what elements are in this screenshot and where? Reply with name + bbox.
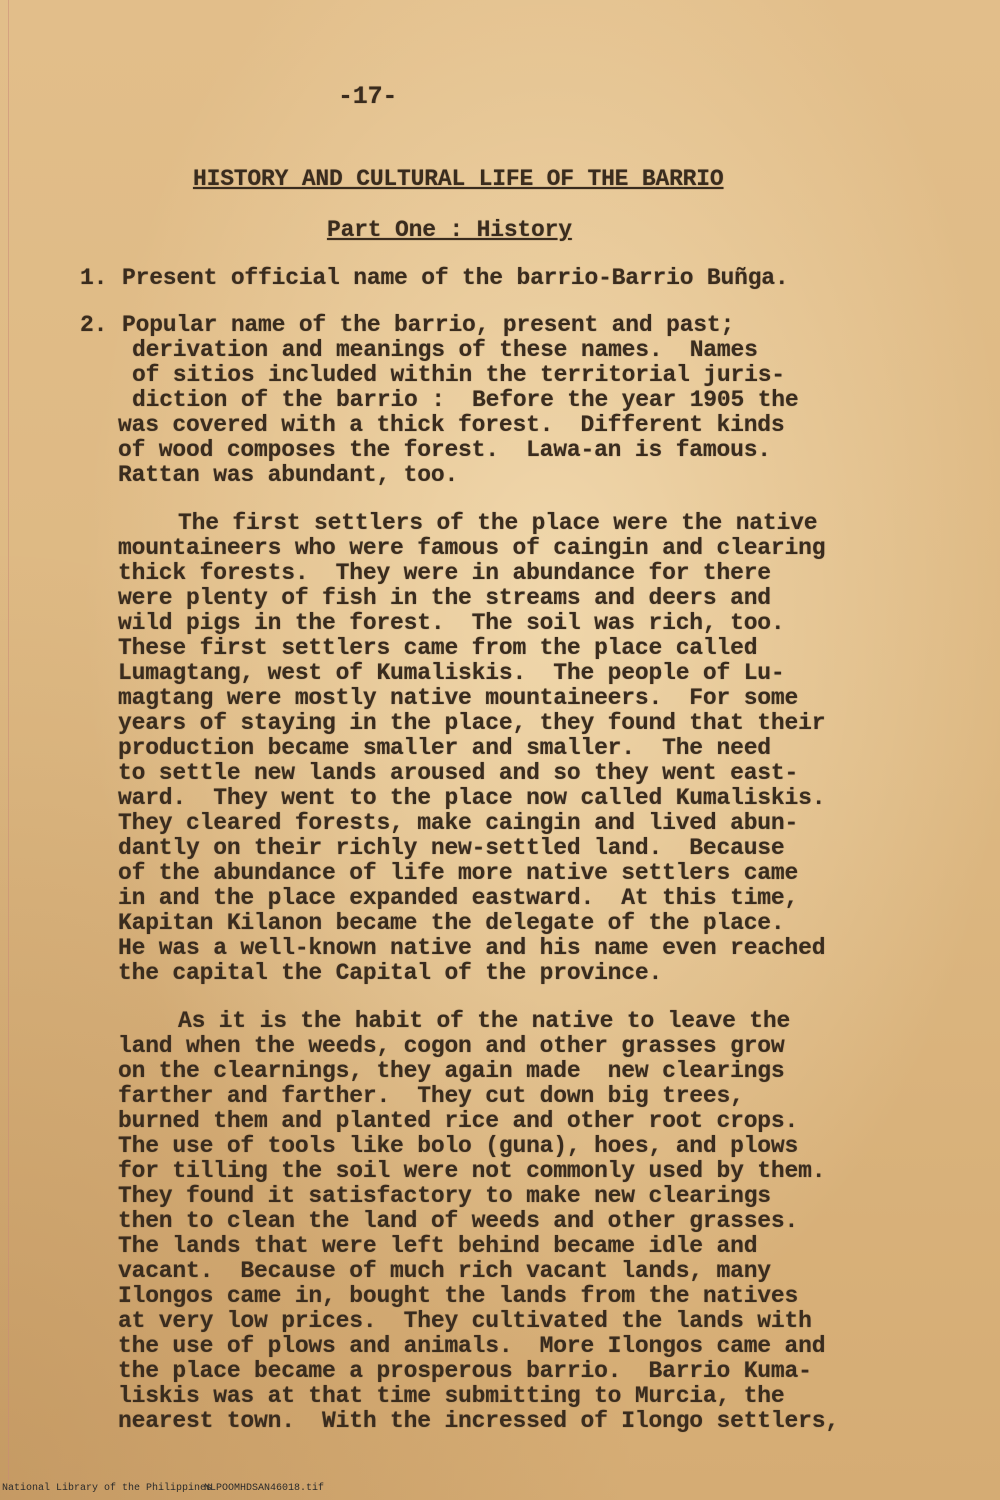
paragraph-line: years of staying in the place, they found that their <box>118 710 826 736</box>
paragraph-line: thick forests. They were in abundance for there <box>118 560 771 586</box>
paragraph-line: of the abundance of life more native settlers came <box>118 860 799 886</box>
footer-library: National Library of the Philippines <box>2 1483 213 1494</box>
paragraph-line: for tilling the soil were not commonly used by them. <box>118 1158 826 1184</box>
item-line: of sitios included within the territorial juris- <box>132 362 785 388</box>
item-line: Rattan was abundant, too. <box>118 462 459 488</box>
paragraph-line: nearest town. With the incressed of Ilongo settlers, <box>118 1408 839 1434</box>
paragraph-line: The first settlers of the place were the native <box>178 510 818 536</box>
paragraph-line: the capital the Capital of the province. <box>118 960 663 986</box>
paragraph-line: The lands that were left behind became idle and <box>118 1233 758 1259</box>
paragraph-line: land when the weeds, cogon and other grasses grow <box>118 1033 785 1059</box>
item-line: Popular name of the barrio, present and past; <box>122 312 735 338</box>
item-number: 2. <box>80 312 108 338</box>
item-line: diction of the barrio : Before the year 1905 the <box>132 387 799 413</box>
paragraph-line: They found it satisfactory to make new clearings <box>118 1183 771 1209</box>
paragraph-line: to settle new lands aroused and so they went east- <box>118 760 799 786</box>
footer-filename: NLPOOMHDSAN46018.tif <box>204 1483 325 1494</box>
paragraph-line: These first settlers came from the place called <box>118 635 758 661</box>
paragraph-line: The use of tools like bolo (guna), hoes, and plows <box>118 1133 799 1159</box>
item-line: was covered with a thick forest. Different kinds <box>118 412 785 438</box>
paragraph-line: He was a well-known native and his name even reached <box>118 935 826 961</box>
part-heading: Part One : History <box>327 217 572 243</box>
paragraph-line: the use of plows and animals. More Ilongos came and <box>118 1333 826 1359</box>
page-number: -17- <box>338 82 398 111</box>
paragraph-line: Ilongos came in, bought the lands from the natives <box>118 1283 799 1309</box>
paragraph-line: Lumagtang, west of Kumaliskis. The people of Lu- <box>118 660 785 686</box>
paragraph-line: They cleared forests, make caingin and lived abun- <box>118 810 799 836</box>
paragraph-line: wild pigs in the forest. The soil was rich, too. <box>118 610 785 636</box>
paragraph-line: liskis was at that time submitting to Murcia, the <box>118 1383 785 1409</box>
paragraph-line: were plenty of fish in the streams and deers and <box>118 585 771 611</box>
paragraph-line: at very low prices. They cultivated the lands with <box>118 1308 812 1334</box>
item-number: 1. <box>80 265 108 291</box>
margin-rule <box>8 0 9 1480</box>
item-line: of wood composes the forest. Lawa-an is famous. <box>118 437 771 463</box>
paragraph-line: mountaineers who were famous of caingin and clearing <box>118 535 826 561</box>
paragraph-line: dantly on their richly new-settled land. Because <box>118 835 785 861</box>
paragraph-line: Kapitan Kilanon became the delegate of the place. <box>118 910 785 936</box>
paragraph-line: the place became a prosperous barrio. Barrio Kuma- <box>118 1358 812 1384</box>
paragraph-line: ward. They went to the place now called Kumaliskis. <box>118 785 826 811</box>
paragraph-line: then to clean the land of weeds and other grasses. <box>118 1208 799 1234</box>
paragraph-line: production became smaller and smaller. The need <box>118 735 771 761</box>
paragraph-line: burned them and planted rice and other root crops. <box>118 1108 799 1134</box>
paragraph-line: As it is the habit of the native to leave the <box>178 1008 791 1034</box>
item-line: derivation and meanings of these names. Names <box>132 337 758 363</box>
paragraph-line: on the clearnings, they again made new clearings <box>118 1058 785 1084</box>
item-line: Present official name of the barrio-Barrio Buñga. <box>122 265 789 291</box>
paragraph-line: farther and farther. They cut down big trees, <box>118 1083 744 1109</box>
paragraph-line: vacant. Because of much rich vacant lands, many <box>118 1258 771 1284</box>
paragraph-line: in and the place expanded eastward. At this time, <box>118 885 799 911</box>
paragraph-line: magtang were mostly native mountaineers. For some <box>118 685 799 711</box>
document-title: HISTORY AND CULTURAL LIFE OF THE BARRIO <box>193 166 724 192</box>
